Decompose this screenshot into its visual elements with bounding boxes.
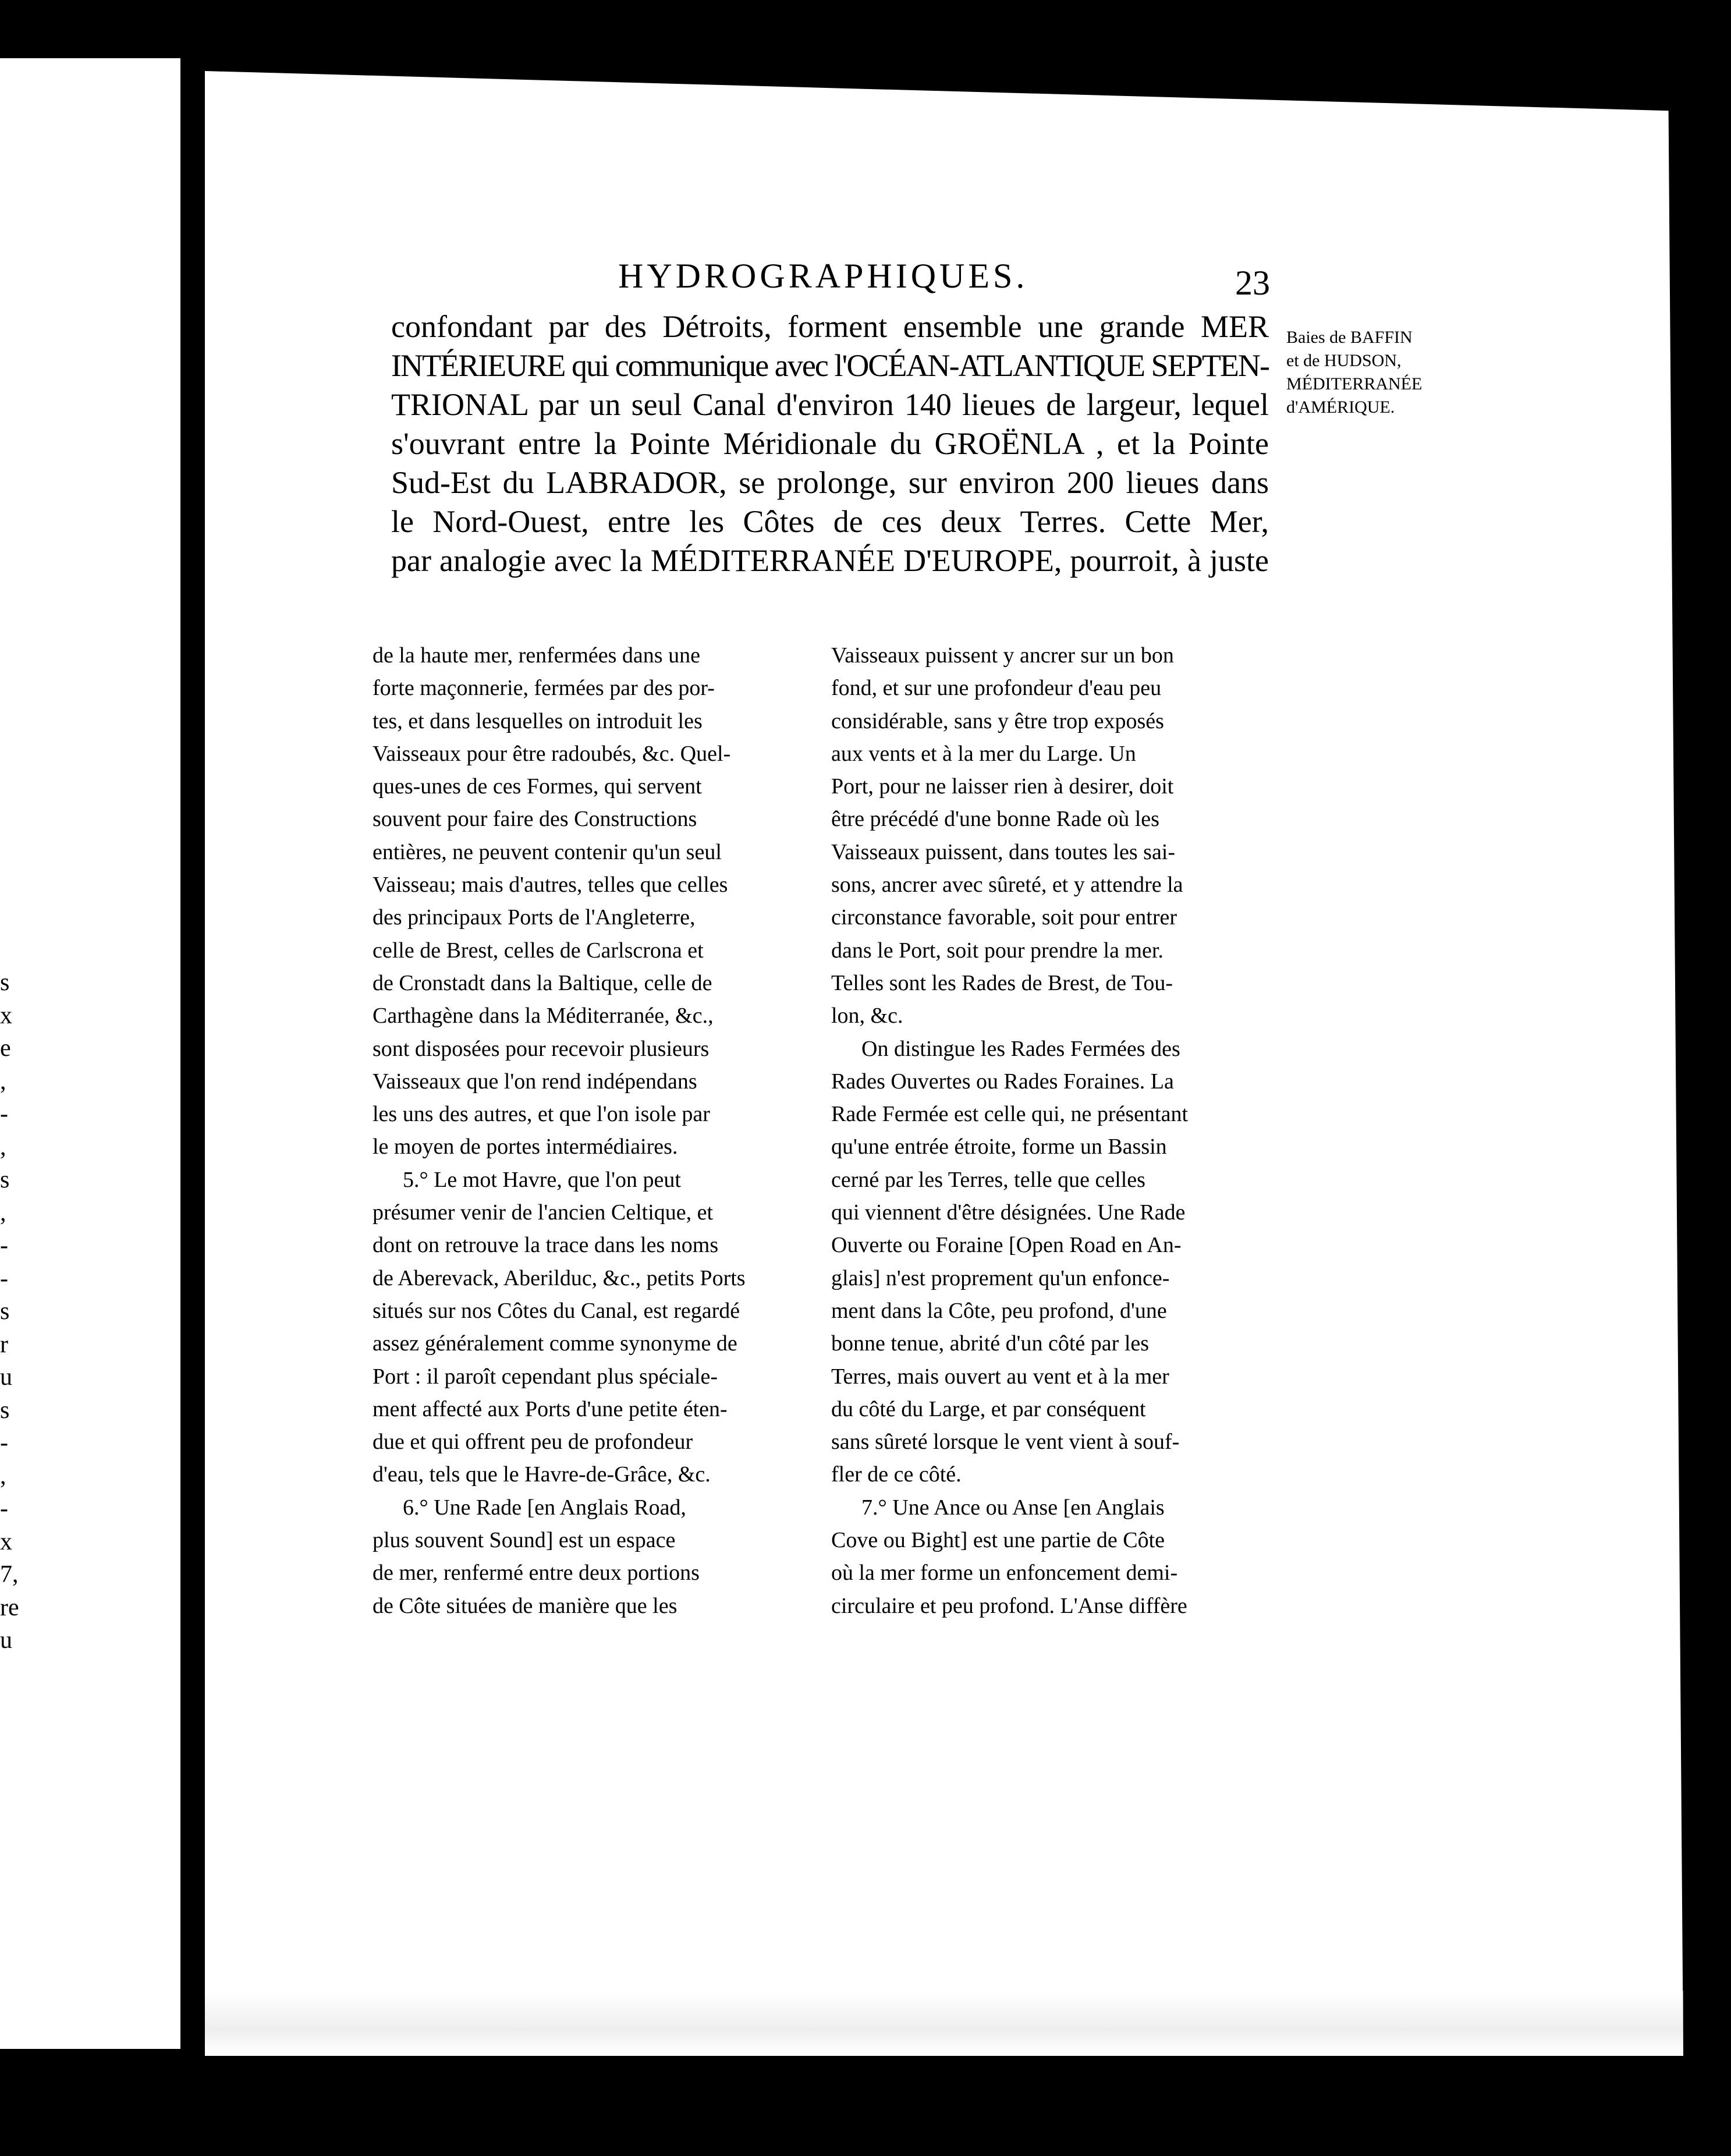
- text-line: présumer venir de l'ancien Celtique, et: [373, 1200, 714, 1225]
- text-line: lon, &c.: [831, 1003, 903, 1029]
- text-line: Vaisseaux que l'on rend indépendans: [373, 1069, 697, 1094]
- text-line: 5.° Le mot Havre, que l'on peut: [403, 1167, 681, 1192]
- text-line: Vaisseau; mais d'autres, telles que celles: [373, 873, 728, 898]
- text-line: de Aberevack, Aberilduc, &c., petits Ports: [373, 1265, 746, 1290]
- text-line: sons, ancrer avec sûreté, et y attendre la: [831, 873, 1183, 898]
- margin-note-line: et de HUDSON,: [1286, 351, 1402, 370]
- text-line: Port : il paroît cependant plus spéciale-: [373, 1364, 718, 1389]
- text-line: s'ouvrant entre la Pointe Méridionale du GROËNLA , et la Pointe: [391, 426, 1269, 461]
- text-line: souvent pour faire des Constructions: [373, 807, 697, 832]
- fragment-char: s: [0, 1396, 10, 1424]
- text-line: ment affecté aux Ports d'une petite éten-: [373, 1396, 728, 1421]
- text-line: 7.° Une Ance ou Anse [en Anglais: [861, 1495, 1165, 1520]
- text-line: qu'une entrée étroite, forme un Bassin: [831, 1134, 1167, 1159]
- text-line: 6.° Une Rade [en Anglais Road,: [403, 1495, 686, 1520]
- text-line: les uns des autres, et que l'on isole par: [373, 1102, 710, 1127]
- text-line: Rade Fermée est celle qui, ne présentant: [831, 1102, 1189, 1127]
- fragment-char: -: [0, 1265, 8, 1292]
- fragment-char: s: [0, 969, 10, 996]
- text-line: par analogie avec la MÉDITERRANÉE D'EUROPE, pourroit, à juste: [391, 543, 1269, 578]
- text-line: glais] n'est proprement qu'un enfonce-: [831, 1265, 1170, 1290]
- text-line: sans sûreté lorsque le vent vient à souf-: [831, 1430, 1180, 1455]
- text-line: Sud-Est du LABRADOR, se prolonge, sur environ 200 lieues dans: [391, 465, 1269, 500]
- text-line: Rades Ouvertes ou Rades Foraines. La: [831, 1069, 1174, 1094]
- fragment-char: u: [0, 1364, 12, 1391]
- margin-note-line: d'AMÉRIQUE.: [1286, 398, 1395, 417]
- text-line: de mer, renfermé entre deux portions: [373, 1561, 700, 1586]
- text-line: qui viennent d'être désignées. Une Rade: [831, 1200, 1186, 1225]
- text-line: des principaux Ports de l'Angleterre,: [373, 905, 696, 930]
- page-bottom-shadow: [205, 1991, 1683, 2055]
- text-line: plus souvent Sound] est un espace: [373, 1528, 676, 1553]
- text-line: due et qui offrent peu de profondeur: [373, 1430, 693, 1455]
- margin-note-line: MÉDITERRANÉE: [1286, 374, 1423, 393]
- fragment-char: x: [0, 1528, 12, 1555]
- text-line: circulaire et peu profond. L'Anse diffère: [831, 1593, 1187, 1618]
- text-line: Carthagène dans la Méditerranée, &c.,: [373, 1003, 714, 1029]
- fragment-char: ,: [0, 1462, 6, 1490]
- text-line: INTÉRIEURE qui communique avec l'OCÉAN-ATLANTIQUE SEPTEN-: [391, 348, 1269, 383]
- text-line: de Cronstadt dans la Baltique, celle de: [373, 970, 712, 995]
- fragment-char: ,: [0, 1199, 6, 1226]
- text-line: forte maçonnerie, fermées par des por-: [373, 676, 715, 701]
- left-column: [373, 639, 792, 1622]
- text-line: sont disposées pour recevoir plusieurs: [373, 1036, 710, 1061]
- text-line: circonstance favorable, soit pour entrer: [831, 905, 1177, 930]
- text-line: confondant par des Détroits, forment ensemble une grande MER: [391, 309, 1269, 344]
- text-line: situés sur nos Côtes du Canal, est regardé: [373, 1298, 740, 1323]
- text-line: Vaisseaux puissent, dans toutes les sai-: [831, 839, 1176, 864]
- text-line: le moyen de portes intermédiaires.: [373, 1134, 678, 1159]
- fragment-char: e: [0, 1035, 11, 1062]
- fragment-char: ,: [0, 1068, 6, 1095]
- fragment-char: 7,: [0, 1561, 19, 1588]
- margin-note-line: Baies de BAFFIN: [1286, 328, 1413, 347]
- text-line: celle de Brest, celles de Carlscrona et: [373, 938, 704, 963]
- text-line: de Côte situées de manière que les: [373, 1593, 677, 1618]
- margin-note: [1286, 326, 1432, 419]
- facing-page-fragments: [0, 966, 23, 1657]
- text-line: tes, et dans lesquelles on introduit les: [373, 708, 703, 733]
- fragment-char: ,: [0, 1133, 6, 1161]
- fragment-char: -: [0, 1101, 8, 1127]
- fragment-char: u: [0, 1627, 12, 1654]
- top-paragraph: [391, 307, 1269, 580]
- text-line: bonne tenue, abrité d'un côté par les: [831, 1331, 1150, 1356]
- fragment-char: s: [0, 1298, 10, 1325]
- fragment-char: -: [0, 1495, 8, 1522]
- fragment-char: s: [0, 1166, 10, 1193]
- text-line: dont on retrouve la trace dans les noms: [373, 1233, 719, 1258]
- text-line: dans le Port, soit pour prendre la mer.: [831, 938, 1164, 963]
- text-line: On distingue les Rades Fermées des: [861, 1036, 1180, 1061]
- text-line: ques-unes de ces Formes, qui servent: [373, 774, 702, 799]
- text-line: le Nord-Ouest, entre les Côtes de ces deux Terres. Cette Mer,: [391, 504, 1269, 539]
- text-line: être précédé d'une bonne Rade où les: [831, 807, 1159, 832]
- facing-page-edge: [0, 58, 180, 2049]
- text-line: considérable, sans y être trop exposés: [831, 708, 1164, 733]
- text-line: TRIONAL par un seul Canal d'environ 140 lieues de largeur, lequel: [391, 387, 1269, 422]
- page-number: 23: [1235, 264, 1270, 302]
- text-line: de la haute mer, renfermées dans une: [373, 643, 700, 668]
- right-column: [831, 639, 1250, 1622]
- text-line: ment dans la Côte, peu profond, d'une: [831, 1298, 1167, 1323]
- text-line: assez généralement comme synonyme de: [373, 1331, 737, 1356]
- text-line: Port, pour ne laisser rien à desirer, doit: [831, 774, 1174, 799]
- text-line: Cove ou Bight] est une partie de Côte: [831, 1528, 1165, 1553]
- text-line: entières, ne peuvent contenir qu'un seul: [373, 839, 722, 864]
- text-line: d'eau, tels que le Havre-de-Grâce, &c.: [373, 1462, 711, 1487]
- fragment-char: -: [0, 1232, 8, 1259]
- text-line: fond, et sur une profondeur d'eau peu: [831, 676, 1162, 701]
- text-line: fler de ce côté.: [831, 1462, 962, 1487]
- text-line: Vaisseaux puissent y ancrer sur un bon: [831, 643, 1174, 668]
- text-line: Terres, mais ouvert au vent et à la mer: [831, 1364, 1169, 1389]
- fragment-char: x: [0, 1002, 12, 1029]
- text-line: Telles sont les Rades de Brest, de Tou-: [831, 970, 1173, 995]
- fragment-char: -: [0, 1430, 8, 1456]
- text-line: où la mer forme un enfoncement demi-: [831, 1561, 1178, 1586]
- fragment-char: r: [0, 1331, 8, 1358]
- text-line: cerné par les Terres, telle que celles: [831, 1167, 1145, 1192]
- running-head: HYDROGRAPHIQUES.: [618, 257, 1028, 295]
- text-line: Ouverte ou Foraine [Open Road en An-: [831, 1233, 1182, 1258]
- text-line: Vaisseaux pour être radoubés, &c. Quel-: [373, 741, 731, 766]
- text-line: du côté du Large, et par conséquent: [831, 1396, 1146, 1421]
- fragment-char: re: [0, 1594, 19, 1621]
- text-line: aux vents et à la mer du Large. Un: [831, 741, 1136, 766]
